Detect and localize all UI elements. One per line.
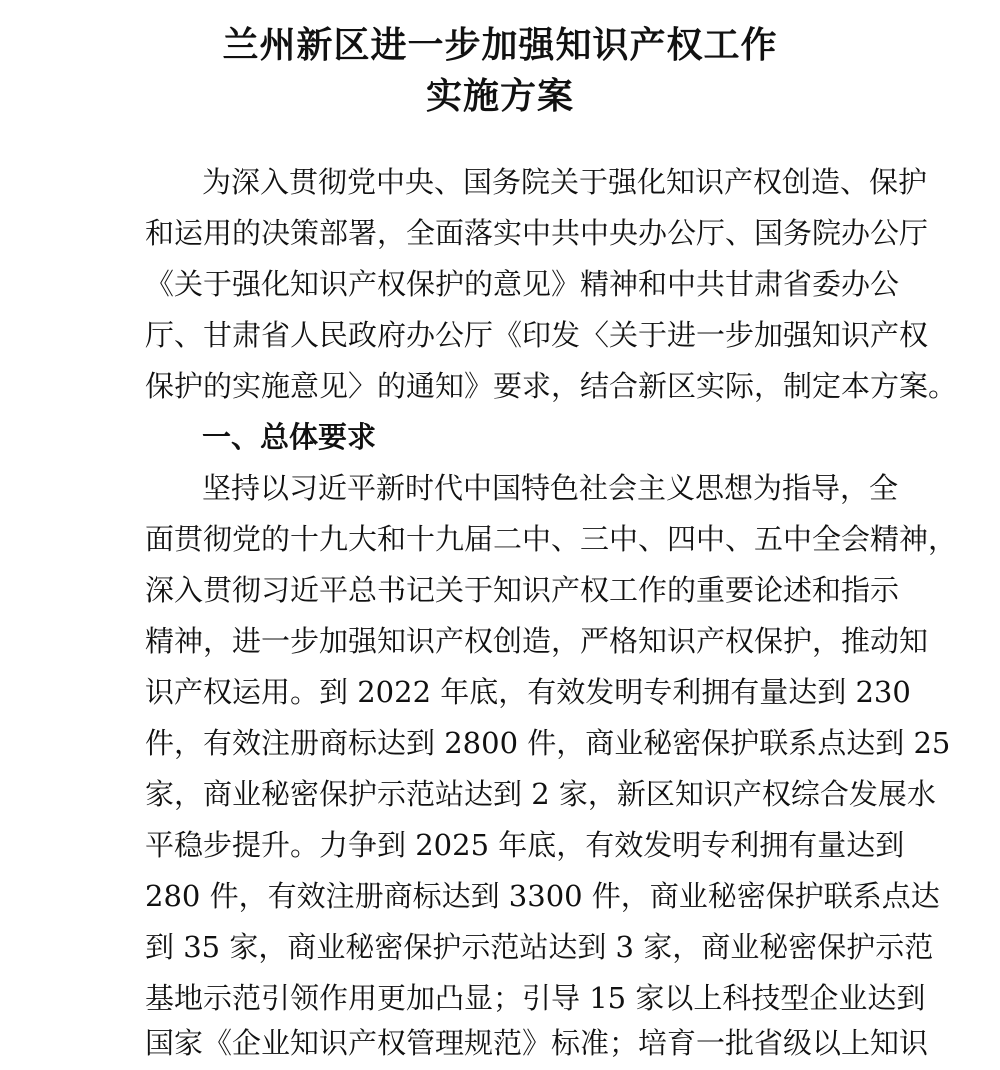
intro-paragraph-line: 《关于强化知识产权保护的意见》精神和中共甘肃省委办公 [145, 267, 900, 301]
document-title-line-1: 兰州新区进一步加强知识产权工作 [222, 25, 778, 66]
section-paragraph-line: 坚持以习近平新时代中国特色社会主义思想为指导，全 [202, 471, 899, 505]
section-paragraph-line: 家，商业秘密保护示范站达到 2 家，新区知识产权综合发展水 [145, 777, 936, 811]
section-paragraph-line: 识产权运用。到 2022 年底，有效发明专利拥有量达到 230 [145, 675, 911, 709]
section-paragraph-line: 280 件，有效注册商标达到 3300 件，商业秘密保护联系点达 [145, 879, 940, 913]
section-paragraph-line: 面贯彻党的十九大和十九届二中、三中、四中、五中全会精神， [145, 522, 958, 556]
section-paragraph-line: 平稳步提升。力争到 2025 年底，有效发明专利拥有量达到 [145, 828, 905, 862]
section-paragraph-line: 件，有效注册商标达到 2800 件，商业秘密保护联系点达到 25 [145, 726, 951, 760]
section-heading: 一、总体要求 [202, 420, 377, 454]
section-paragraph-line: 基地示范引领作用更加凸显；引导 15 家以上科技型企业达到 [145, 981, 926, 1015]
intro-paragraph-line: 为深入贯彻党中央、国务院关于强化知识产权创造、保护 [202, 165, 928, 199]
intro-paragraph-line: 保护的实施意见〉的通知》要求，结合新区实际，制定本方案。 [145, 369, 958, 403]
section-paragraph-line: 深入贯彻习近平总书记关于知识产权工作的重要论述和指示 [145, 573, 900, 607]
section-paragraph-line: 到 35 家，商业秘密保护示范站达到 3 家，商业秘密保护示范 [145, 930, 934, 964]
intro-paragraph-line: 厅、甘肃省人民政府办公厅《印发〈关于进一步加强知识产权 [145, 318, 929, 352]
intro-paragraph-line: 和运用的决策部署，全面落实中共中央办公厅、国务院办公厅 [145, 216, 929, 250]
section-paragraph-line: 国家《企业知识产权管理规范》标准；培育一批省级以上知识 [145, 1026, 929, 1060]
document-title-line-2: 实施方案 [425, 76, 574, 117]
section-paragraph-line: 精神，进一步加强知识产权创造，严格知识产权保护，推动知 [145, 624, 929, 658]
